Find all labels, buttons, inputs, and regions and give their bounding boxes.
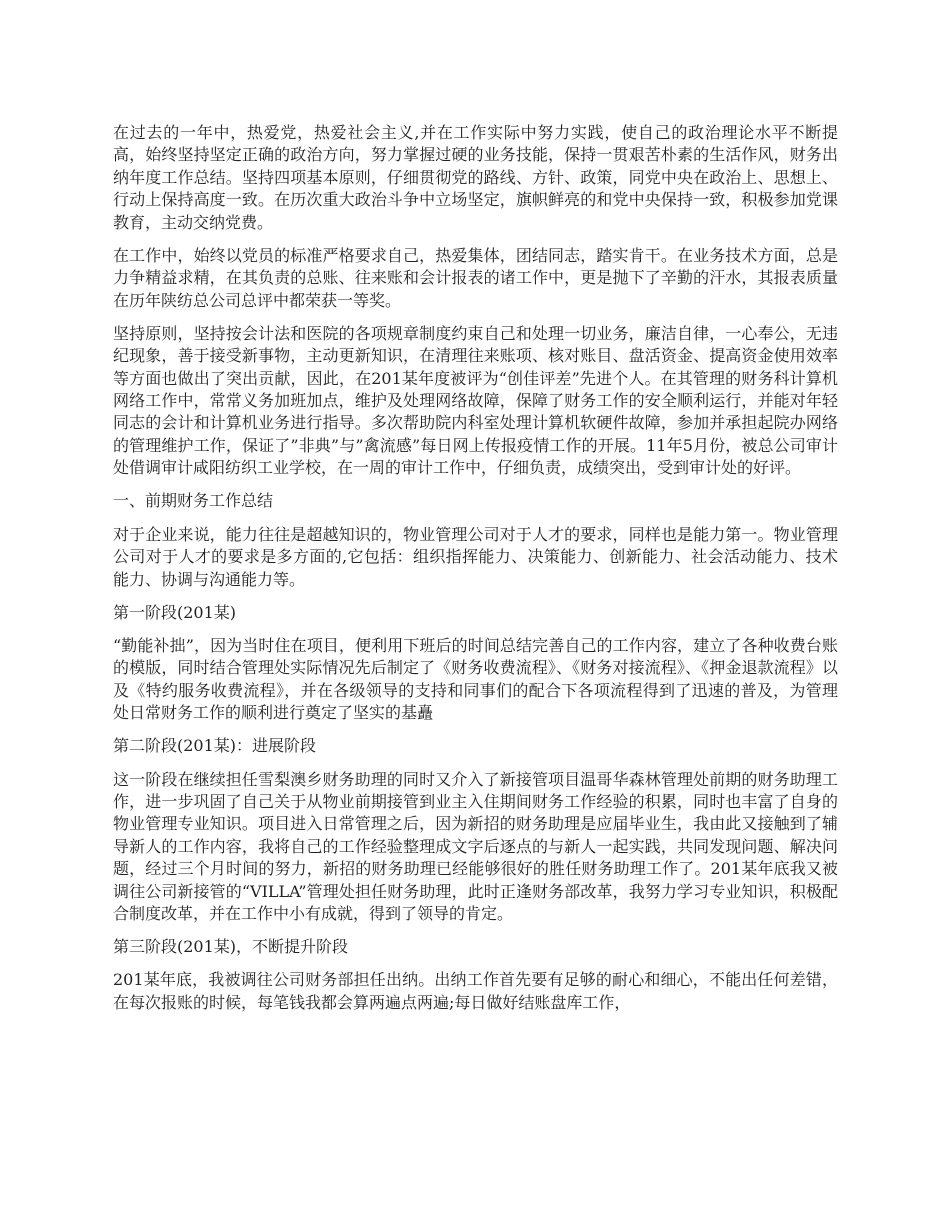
- stage-heading-first: 第一阶段(201某): [113, 602, 237, 622]
- paragraph-second-stage: 这一阶段在继续担任雪梨澳乡财务助理的同时又介入了新接管项目温哥华森林管理处前期的财务助理工作，进一步巩固了自己关于从物业前期接管到业主入住期间财务工作经验的积累，同时也丰富了自身的物业管理专业知识。项目进入日常管理之后，因为新招的财务助理是应届毕业生，我由此又接触到了辅导新人的工作内容，我将自己的工作经验整理成文字后逐点的与新人一起实践，共同发现问题、解决问题，经过三个月时间的努力，新招的财务助理已经能够很好的胜任财务助理工作了。201某年底我又被调往公司新接管的“VILLA”管理处担任财务助理，此时正逢财务部改革，我努力学习专业知识，积极配合制度改革，并在工作中小有成就，得到了领导的肯定。: [113, 769, 838, 923]
- paragraph-third-stage: 201某年底，我被调往公司财务部担任出纳。出纳工作首先要有足够的耐心和细心，不能出任何差错，在每次报账的时候，每笔钱我都会算两遍点两遍;每日做好结账盘库工作，: [113, 970, 838, 1012]
- paragraph-first-stage: “勤能补拙”，因为当时住在项目，便利用下班后的时间总结完善自己的工作内容，建立了各种收费台账的模版，同时结合管理处实际情况先后制定了《财务收费流程》、《财务对接流程》、《押金退款流程》以及《特约服务收费流程》，并在各级领导的支持和同事们的配合下各项流程得到了迅速的普及，为管理处日常财务工作的顺利进行奠定了坚实的基矗: [113, 635, 838, 723]
- paragraph-principles: 坚持原则，坚持按会计法和医院的各项规章制度约束自己和处理一切业务，廉洁自律，一心奉公，无违纪现象，善于接受新事物，主动更新知识，在清理往来账项、核对账目、盘活资金、提高资金使用效率等方面也做出了突出贡献，因此，在201某年度被评为“创佳评差”先进个人。在其管理的财务科计算机网络工作中，常常义务加班加点，维护及处理网络故障，保障了财务工作的安全顺利运行，并能对年轻同志的会计和计算机业务进行指导。多次帮助院内科室处理计算机软硬件故障，参加并承担起院办网络的管理维护工作，保证了”非典”与”禽流感”每日网上传报疫情工作的开展。11年5月份，被总公司审计处借调审计咸阳纺织工业学校，在一周的审计工作中，仔细负责，成绩突出，受到审计处的好评。: [113, 323, 838, 478]
- paragraph-political-performance: 在过去的一年中，热爱党，热爱社会主义,并在工作实际中努力实践，使自己的政治理论水平不断提高，始终坚持坚定正确的政治方向，努力掌握过硬的业务技能，保持一贯艰苦朴素的生活作风，财务出纳年度工作总结。坚持四项基本原则，仔细贯彻党的路线、方针、政策，同党中央在政治上、思想上、行动上保持高度一致。在历次重大政治斗争中立场坚定，旗帜鲜亮的和党中央保持一致，积极参加党课教育，主动交纳党费。: [113, 123, 838, 232]
- paragraph-work-attitude: 在工作中，始终以党员的标准严格要求自己，热爱集体，团结同志，踏实肯干。在业务技术方面，总是力争精益求精，在其负责的总账、往来账和会计报表的诸工作中，更是抛下了辛勤的汗水，其报表质量在历年陕纺总公司总评中都荣获一等奖。: [113, 245, 838, 310]
- stage-heading-third: 第三阶段(201某)，不断提升阶段: [113, 937, 349, 957]
- paragraph-ability: 对于企业来说，能力往往是超越知识的，物业管理公司对于人才的要求，同样也是能力第一。物业管理公司对于人才的要求是多方面的,它包括：组织指挥能力、决策能力、创新能力、社会活动能力、技术能力、协调与沟通能力等。: [113, 524, 838, 589]
- section-heading-early-summary: 一、前期财务工作总结: [113, 491, 274, 511]
- stage-heading-second: 第二阶段(201某)：进展阶段: [113, 736, 317, 756]
- document-page: [113, 122, 838, 1025]
